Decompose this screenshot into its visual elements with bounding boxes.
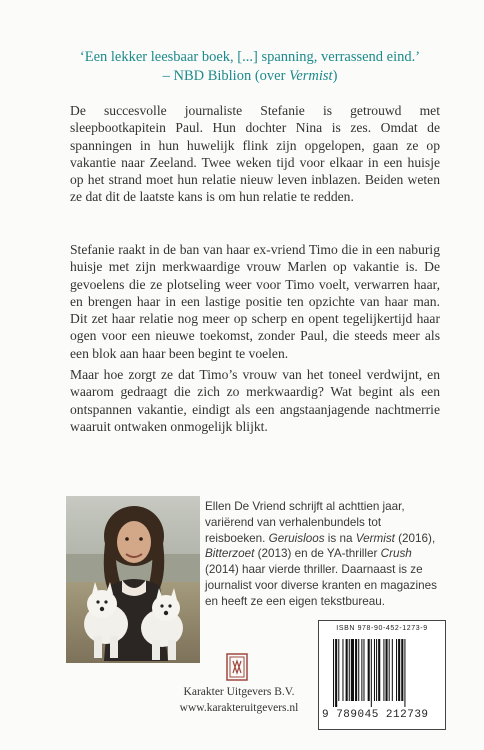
quote-source: [40, 67, 460, 86]
author-bio: [205, 499, 437, 610]
bio-text: is na: [324, 531, 356, 545]
review-quote: [40, 48, 460, 86]
bio-text: (2014) haar vierde thriller. Daarnaast is ze journalist voor diverse kranten en magazines en heeft ze een eigen tekstbureau.: [205, 563, 437, 608]
barcode-bar: [351, 639, 354, 701]
quote-source-suffix: ): [332, 68, 338, 84]
publisher-logo-icon: [226, 653, 248, 681]
isbn-label: ISBN 978-90-452-1273-9: [336, 625, 428, 632]
blurb-paragraph-3: Maar hoe zorgt ze dat Timo’s vrouw van het toneel verdwijnt, en waarom gedraagt die zich zo merkwaardig? Wat begint als een ontspannen vakantie, eindigt als een angstaanjagende nachtmerrie waaruit ontwaken onmogelijk blijkt.: [70, 367, 440, 434]
bio-title-vermist: Vermist: [355, 531, 395, 545]
barcode-bar: [338, 639, 339, 701]
publisher-url[interactable]: www.karakteruitgevers.nl: [179, 702, 299, 714]
barcode-bar: [333, 639, 334, 707]
barcode-bar: [392, 639, 393, 701]
publisher-name: Karakter Uitgevers B.V.: [183, 686, 295, 698]
bio-title-crush: Crush: [380, 547, 412, 561]
blurb-paragraph-1: De succesvolle journaliste Stefanie is getrouwd met sleepbootkapitein Paul. Hun dochter Nina is zes. Omdat de spanningen in hun huwelijk flink zijn opgelopen, gaan ze op vakantie naar Zeeland. Twee weken tijd voor elkaar in een huisje op het strand moet hun relatie nieuw leven inblazen. Beiden weten ze dat dit de laatste kans is om hun relatie te redden.: [70, 103, 440, 205]
barcode-bar: [346, 639, 348, 701]
barcode-bar: [404, 639, 405, 707]
barcode-bar: [386, 639, 388, 701]
barcode-bar: [363, 639, 364, 701]
barcode-bar: [368, 639, 370, 701]
bio-text: Ellen De Vriend schrijft al achttien jaar, variërend van verhalenbundels tot reisboeken.: [205, 500, 405, 545]
barcode-bars: [331, 639, 435, 707]
bio-text: (2016),: [394, 531, 436, 545]
barcode-bar: [389, 639, 390, 701]
barcode-bar: [371, 639, 372, 707]
blurb-paragraph-2: Stefanie raakt in de ban van haar ex-vriend Timo die in een naburig huisje met zijn merkwaardige vrouw Marlen op vakantie is. De gevoelens die ze plotseling weer voor Timo voelt, verwarren haar, en brengen haar in een lastige positie ten opzichte van haar man. Dit zet haar relatie nog meer op scherp en opent tegelijkertijd haar ogen voor een nieuwe toekomst, zonder Paul, die steeds meer als een blok aan haar been begint te voelen.: [70, 242, 440, 361]
barcode-bar: [383, 639, 384, 701]
quote-source-title: Vermist: [289, 68, 333, 84]
isbn-barcode: [318, 620, 446, 730]
barcode-bar: [374, 639, 375, 701]
quote-text: ‘Een lekker leesbaar boek, [...] spanning, verrassend eind.’: [79, 49, 421, 65]
barcode-bar: [361, 639, 362, 701]
barcode-bar: [349, 639, 350, 701]
quote-source-prefix: – NBD Biblion (over: [162, 68, 290, 84]
barcode-bar: [396, 639, 397, 701]
publisher-info: [154, 684, 324, 716]
barcode-bar: [335, 639, 337, 707]
barcode-bar: [398, 639, 400, 701]
bio-text: (2013) en de YA-thriller: [254, 547, 381, 561]
barcode-bar: [376, 639, 377, 701]
author-photo: [66, 496, 200, 663]
barcode-bar: [401, 639, 403, 701]
barcode-bar: [378, 639, 380, 701]
bio-title-geruisloos: Geruisloos: [268, 531, 325, 545]
barcode-bar: [355, 639, 357, 701]
barcode-digits: 9 789045 212739: [322, 709, 429, 721]
barcode-bar: [342, 639, 343, 701]
bio-title-bitterzoet: Bitterzoet: [205, 547, 255, 561]
barcode-bar: [358, 639, 359, 701]
